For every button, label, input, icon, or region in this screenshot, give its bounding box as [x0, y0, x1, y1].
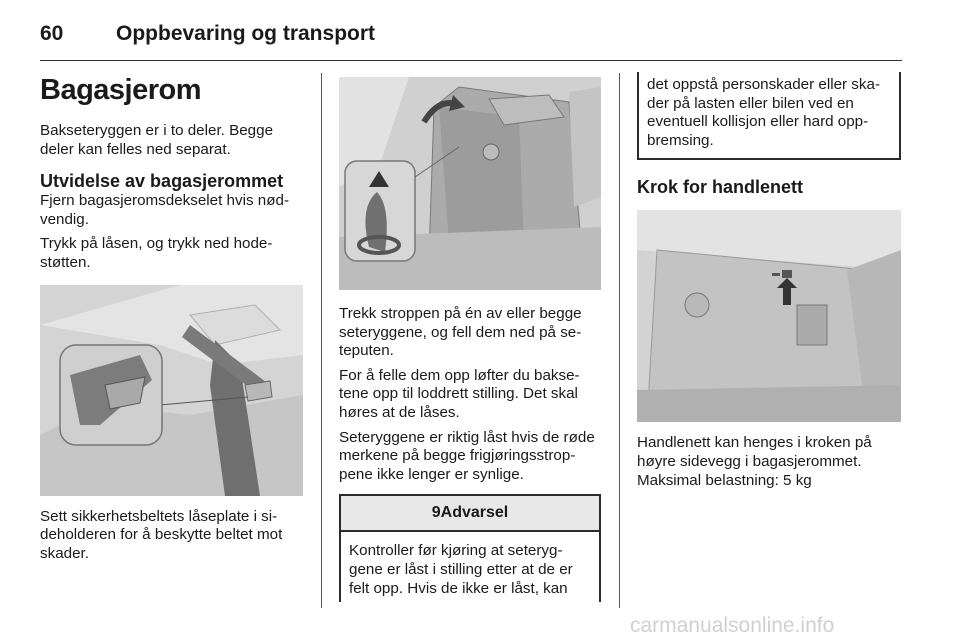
column-1 — [40, 72, 304, 563]
paragraph-locked-check: Seteryggene er riktig låst hvis de røde merkene på begge frigjøringsstroppene ikke lenger er synlige. — [339, 428, 595, 483]
page-header — [40, 18, 900, 58]
paragraph-remove-cover: Fjern bagasjeromsdekselet hvis nødvendig. — [40, 192, 290, 228]
section-heading: Bagasjerom — [40, 74, 202, 106]
warning-box — [339, 494, 601, 602]
hook-caption: Handlenett kan henges i kroken på høyre sidevegg i bagasjerommet. Maksimal belastning: 5 kg — [637, 434, 872, 489]
column-divider-2 — [619, 73, 620, 608]
warning-title: Advarsel — [440, 504, 509, 522]
warning-continuation-text: det oppstå personskader eller skader på lasten eller bilen ved en eventuell kollisjon eller hard oppbremsing. — [647, 76, 881, 149]
column-2 — [339, 72, 601, 602]
warning-icon: 9 — [431, 504, 441, 522]
page-number: 60 — [40, 22, 64, 45]
warning-header — [341, 496, 599, 532]
paragraph-raise-seat: For å felle dem opp løfter du baksetene opp til loddrett stilling. Det skal høres at de låses. — [339, 366, 580, 421]
hook-illustration — [637, 210, 901, 422]
subsection-heading: Utvidelse av bagasjerommet — [40, 171, 284, 192]
page-title: Oppbevaring og transport — [116, 22, 376, 45]
column-divider-1 — [321, 73, 322, 608]
paragraph-press-lock: Trykk på låsen, og trykk ned hodestøtten. — [40, 235, 273, 271]
paragraph-pull-strap: Trekk stroppen på én av eller begge seteryggene, og fell dem ned på seteputen. — [339, 305, 582, 360]
seatbelt-caption: Sett sikkerhetsbeltets låseplate i sideholderen for å beskytte beltet mot skader. — [40, 507, 283, 562]
shopping-net-hook-heading: Krok for handlenett — [637, 177, 804, 198]
seat-fold-illustration — [339, 77, 601, 290]
intro-paragraph: Bakseteryggen er i to deler. Begge deler kan felles ned separat. — [40, 122, 274, 158]
warning-text: Kontroller før kjøring at seteryggene er låst i stilling etter at de er felt opp. Hvis de ikke er låst, kan — [349, 542, 573, 597]
seatbelt-illustration — [40, 285, 303, 496]
header-divider — [40, 60, 902, 61]
watermark: carmanualsonline.info — [630, 614, 835, 637]
column-3 — [637, 72, 901, 490]
warning-continuation-box — [637, 72, 901, 160]
